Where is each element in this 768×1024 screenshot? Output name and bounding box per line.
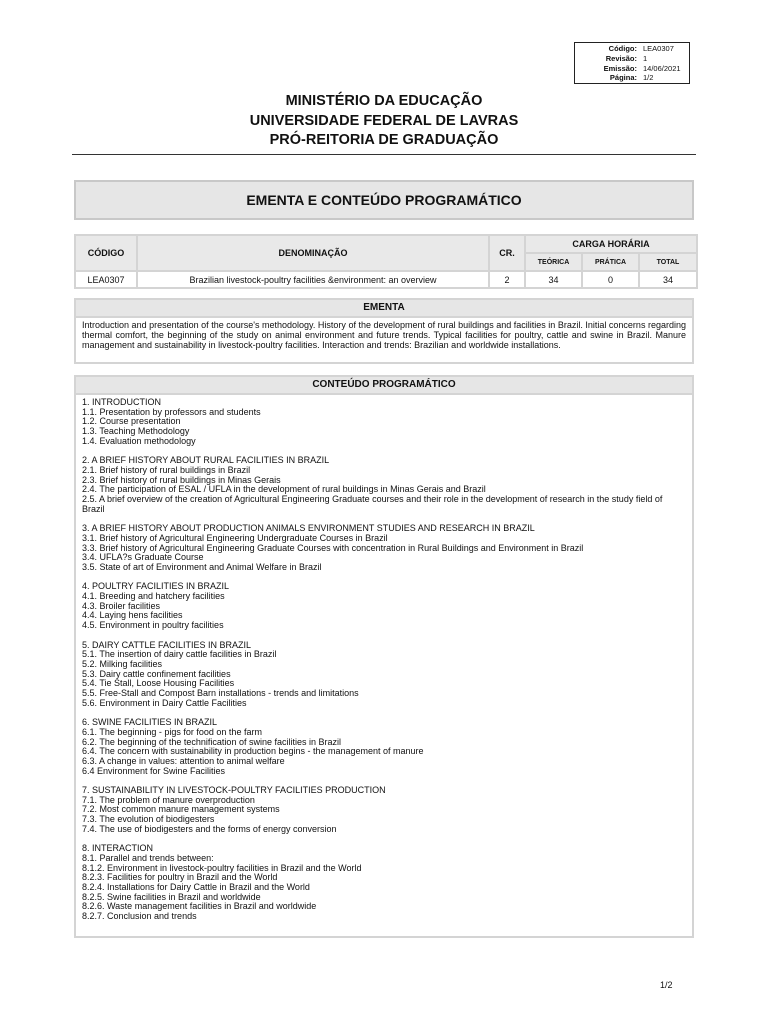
course-info-table	[74, 234, 698, 289]
content-section-title: 7. SUSTAINABILITY IN LIVESTOCK-POULTRY FACILITIES PRODUCTION	[82, 785, 386, 796]
header-carga-horaria: CARGA HORÁRIA	[526, 236, 696, 252]
content-group	[82, 844, 686, 922]
cell-total: 34	[640, 272, 696, 287]
university-title: UNIVERSIDADE FEDERAL DE LAVRAS	[249, 112, 519, 129]
list-item: 2.1. Brief history of rural buildings in Brazil	[82, 464, 251, 475]
document-control-box	[574, 42, 690, 84]
list-item: 1.2. Course presentation	[82, 416, 181, 427]
cell-teorica: 34	[526, 272, 581, 287]
ementa-heading: EMENTA	[76, 300, 692, 318]
content-group	[82, 524, 686, 573]
meta-row-revisao	[575, 54, 689, 64]
list-item: 5.1. The insertion of dairy cattle facilities in Brazil	[82, 649, 277, 660]
list-item: 5.6. Environment in Dairy Cattle Facilities	[82, 697, 247, 708]
page-number: 1/2	[660, 980, 673, 990]
list-item: 6.1. The beginning - pigs for food on the farm	[82, 726, 262, 737]
list-item: 6.3. A change in values: attention to animal welfare	[82, 755, 285, 766]
list-item: 8.2.5. Swine facilities in Brazil and worldwide	[82, 891, 261, 902]
table-row	[76, 272, 696, 287]
meta-label: Código:	[608, 44, 637, 53]
list-item: 8.2.6. Waste management facilities in Brazil and worldwide	[82, 901, 317, 912]
list-item: 5.2. Milking facilities	[82, 658, 163, 669]
cell-cr: 2	[490, 272, 524, 287]
content-group	[82, 456, 686, 514]
list-item: 4.5. Environment in poultry facilities	[82, 620, 224, 631]
department-title: PRÓ-REITORIA DE GRADUAÇÃO	[269, 132, 499, 148]
meta-row-codigo	[575, 44, 689, 54]
list-item: 4.3. Broiler facilities	[82, 600, 161, 611]
list-item: 2.4. The participation of ESAL / UFLA in the development of rural buildings in Minas Gerais and Brazil	[82, 484, 486, 495]
header-teorica: TEÓRICA	[526, 254, 581, 270]
meta-label: Revisão:	[605, 53, 637, 63]
list-item: 2.5. A brief overview of the creation of Agricultural Engineering Graduate courses and their role in the development of research in the study field of Brazil	[82, 494, 663, 514]
list-item: 7.2. Most common manure management systems	[82, 804, 280, 815]
conteudo-list	[76, 395, 692, 922]
ministry-title: MINISTÉRIO DA EDUCAÇÃO	[285, 93, 483, 109]
list-item: 5.3. Dairy cattle confinement facilities	[82, 668, 231, 679]
list-item: 6.4. The concern with sustainability in production begins - the management of manure	[82, 746, 424, 757]
document-title: EMENTA E CONTEÚDO PROGRAMÁTICO	[246, 192, 522, 208]
list-item: 1.3. Teaching Methodology	[82, 426, 190, 437]
cell-codigo: LEA0307	[76, 272, 136, 287]
list-item: 6.4 Environment for Swine Facilities	[82, 765, 226, 776]
content-section-title: 3. A BRIEF HISTORY ABOUT PRODUCTION ANIMALS ENVIRONMENT STUDIES AND RESEARCH IN BRAZIL	[82, 523, 535, 534]
list-item: 7.3. The evolution of biodigesters	[82, 814, 215, 825]
conteudo-section	[74, 375, 694, 938]
cell-pratica: 0	[583, 272, 638, 287]
list-item: 1.1. Presentation by professors and students	[82, 406, 261, 417]
meta-label: Página:	[609, 73, 637, 83]
header-codigo: CÓDIGO	[76, 236, 136, 270]
list-item: 2.3. Brief history of rural buildings in Minas Gerais	[82, 474, 281, 485]
content-section-title: 8. INTERACTION	[82, 843, 154, 854]
list-item: 8.2.4. Installations for Dairy Cattle in Brazil and the World	[82, 882, 310, 893]
list-item: 8.1.2. Environment in livestock-poultry facilities in Brazil and the World	[82, 862, 362, 873]
conteudo-heading: CONTEÚDO PROGRAMÁTICO	[76, 377, 692, 395]
cell-denominacao: Brazilian livestock-poultry facilities &environment: an overview	[138, 272, 488, 287]
content-section-title: 4. POULTRY FACILITIES IN BRAZIL	[82, 581, 230, 592]
ementa-text: Introduction and presentation of the course's methodology. History of the development of rural buildings and facilities in Brazil. Initial concerns regarding thermal comfort, the beginning of the study on animal environment and future trends. Typical facilities for poultry, cattle and swine in Brazil. Manure management and sustainability in livestock-poultry facilities. Interaction and trends: Brazilian and worldwide installations.	[82, 320, 686, 350]
list-item: 1.4. Evaluation methodology	[82, 435, 196, 446]
content-group	[82, 786, 686, 835]
header-divider	[72, 154, 696, 155]
content-group	[82, 582, 686, 631]
content-group	[82, 641, 686, 709]
ementa-section	[74, 298, 694, 364]
meta-row-emissao	[575, 64, 689, 74]
list-item: 8.2.3. Facilities for poultry in Brazil and the World	[82, 872, 278, 883]
header-denominacao: DENOMINAÇÃO	[138, 236, 488, 270]
list-item: 4.1. Breeding and hatchery facilities	[82, 591, 225, 602]
header-cr: CR.	[490, 236, 524, 270]
list-item: 7.4. The use of biodigesters and the forms of energy conversion	[82, 823, 337, 834]
meta-row-pagina	[575, 73, 689, 83]
content-section-title: 5. DAIRY CATTLE FACILITIES IN BRAZIL	[82, 639, 252, 650]
list-item: 7.1. The problem of manure overproduction	[82, 794, 255, 805]
list-item: 4.4. Laying hens facilities	[82, 610, 183, 621]
meta-value: 1/2	[643, 73, 654, 83]
list-item: 3.3. Brief history of Agricultural Engineering Graduate Courses with concentration in Rural Buildings and Environment in Brazil	[82, 542, 584, 553]
content-group	[82, 718, 686, 776]
meta-value: 14/06/2021	[643, 63, 681, 73]
list-item: 8.1. Parallel and trends between:	[82, 852, 214, 863]
list-item: 3.1. Brief history of Agricultural Engineering Undergraduate Courses in Brazil	[82, 532, 388, 543]
list-item: 8.2.7. Conclusion and trends	[82, 911, 197, 922]
list-item: 3.5. State of art of Environment and Animal Welfare in Brazil	[82, 561, 322, 572]
meta-label: Emissão:	[603, 63, 637, 73]
list-item: 5.5. Free-Stall and Compost Barn installations - trends and limitations	[82, 688, 359, 699]
content-section-title: 1. INTRODUCTION	[82, 397, 162, 407]
list-item: 5.4. Tie Stall, Loose Housing Facilities	[82, 678, 235, 689]
content-section-title: 6. SWINE FACILITIES IN BRAZIL	[82, 717, 218, 728]
meta-value: 1	[643, 53, 648, 63]
meta-value: LEA0307	[643, 44, 674, 53]
list-item: 3.4. UFLA?s Graduate Course	[82, 552, 204, 563]
header-total: TOTAL	[640, 254, 696, 270]
document-title-box	[74, 180, 694, 220]
content-group	[82, 398, 686, 447]
content-section-title: 2. A BRIEF HISTORY ABOUT RURAL FACILITIES IN BRAZIL	[82, 455, 330, 466]
header-pratica: PRÁTICA	[583, 254, 638, 270]
institution-header	[0, 92, 768, 151]
list-item: 6.2. The beginning of the technification of swine facilities in Brazil	[82, 736, 341, 747]
